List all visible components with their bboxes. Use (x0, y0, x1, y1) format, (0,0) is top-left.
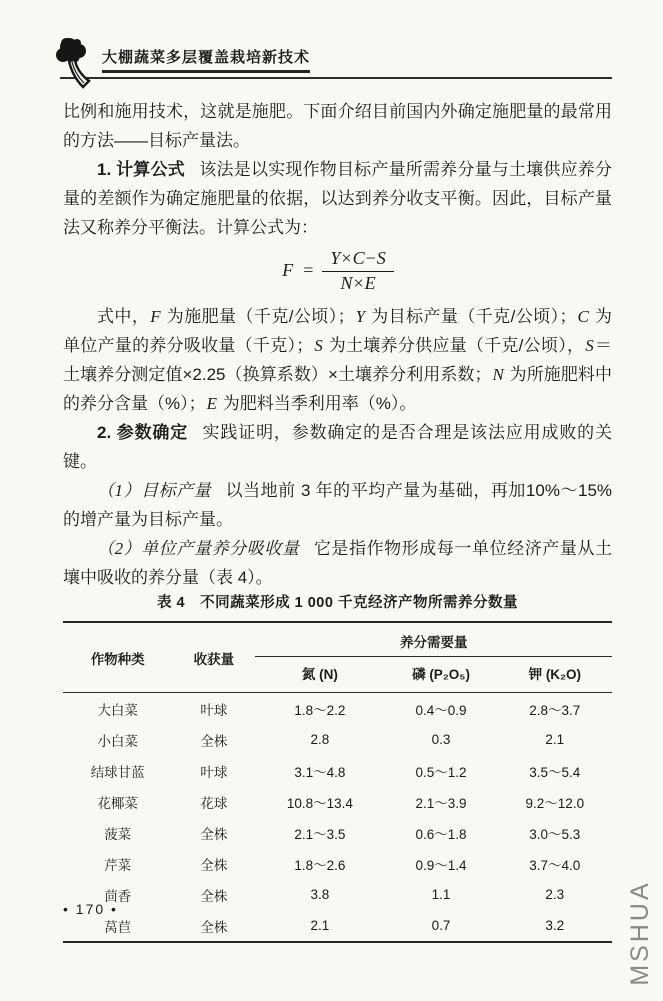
value-cell: 2.3 (545, 887, 565, 902)
value-cell: 叶球 (200, 764, 228, 780)
column-group-nutrients: 养分需要量 (255, 622, 612, 657)
table-row (63, 755, 612, 786)
value-cell: 1.1 (431, 887, 451, 902)
item-1-text: 以当地前 3 年的平均产量为基础，再加10%～15%的增产量为目标产量。 (63, 480, 613, 529)
table-body (63, 693, 612, 943)
item-1-heading: （1）目标产量 (97, 480, 212, 500)
value-cell: 0.5～1.2 (415, 764, 467, 780)
value-cell: 10.8～13.4 (286, 795, 353, 811)
book-title: 大棚蔬菜多层覆盖栽培新技术 (102, 46, 310, 73)
column-header-harvest: 收获量 (172, 622, 255, 693)
crop-name-cell: 芹菜 (104, 857, 132, 873)
page-number: • 170 • (63, 901, 118, 917)
value-cell: 2.1～3.9 (415, 795, 467, 811)
crop-name-cell: 茴香 (104, 888, 132, 904)
crop-name-cell: 大白菜 (97, 702, 138, 718)
formula-lhs: F (282, 260, 294, 281)
paragraph-intro: 比例和施用技术，这就是施肥。下面介绍目前国内外确定施肥量的最常用的方法——目标产量法。 (63, 102, 612, 150)
value-cell: 2.1 (310, 918, 330, 933)
table-row (63, 724, 612, 755)
value-cell: 0.4～0.9 (415, 702, 467, 718)
vegetable-logo-icon (56, 36, 96, 94)
formula-numerator: Y×C−S (322, 249, 393, 272)
value-cell: 3.2 (545, 918, 565, 933)
nutrient-table (63, 621, 612, 943)
formula-fraction (322, 249, 393, 294)
section-1-text: 该法是以实现作物目标产量所需养分量与土壤供应养分量的差额作为确定施肥量的依据，以达到养分收支平衡。因此，目标产量法又称养分平衡法。计算公式为： (63, 160, 613, 237)
value-cell: 3.5～5.4 (529, 764, 581, 780)
value-cell: 9.2～12.0 (525, 795, 585, 811)
table-row (63, 848, 612, 879)
value-cell: 2.1 (545, 732, 565, 747)
item-2-text: 它是指作物形成每一单位经济产量从土壤中吸收的养分量（表 4）。 (63, 538, 613, 587)
table-row (63, 786, 612, 817)
table-title: 表 4 不同蔬菜形成 1 000 千克经济产物所需养分数量 (157, 595, 518, 611)
table-row (63, 693, 612, 725)
column-header-potassium: 钾 (K₂O) (498, 657, 612, 693)
value-cell: 3.1～4.8 (294, 764, 346, 780)
value-cell: 1.8～2.6 (294, 857, 346, 873)
section-1-heading: 1. 计算公式 (97, 160, 185, 179)
watermark: MSHUA (626, 880, 654, 986)
crop-name-cell: 花椰菜 (97, 795, 138, 811)
value-cell: 全株 (200, 733, 228, 749)
nutrient-table-section (63, 591, 612, 943)
value-cell: 全株 (200, 857, 228, 873)
table-header (63, 622, 612, 693)
value-cell: 2.1～3.5 (294, 826, 346, 842)
section-1 (63, 155, 612, 242)
value-cell: 3.7～4.0 (529, 857, 581, 873)
value-cell: 花球 (200, 795, 228, 811)
formula-denominator: N×E (340, 272, 376, 293)
section-2-heading: 2. 参数确定 (97, 422, 189, 442)
item-2 (63, 534, 612, 592)
formula-equals: = (303, 260, 314, 281)
value-cell: 叶球 (200, 702, 228, 718)
value-cell: 全株 (200, 919, 228, 935)
paragraph-variables: 式中，F 为施肥量（千克/公顷）；Y 为目标产量（千克/公顷）；C 为单位产量的养分吸收量（千克）；S 为土壤养分供应量（千克/公顷），S＝土壤养分测定值×2.25（换算系数）×土壤养分利用系数；N 为所施肥料中的养分含量（%）；E 为肥料当季利用率（%）。 (63, 306, 613, 413)
formula (63, 249, 612, 294)
section-2 (63, 418, 612, 476)
value-cell: 全株 (200, 826, 228, 842)
value-cell: 全株 (200, 888, 228, 904)
crop-name-cell: 小白菜 (97, 733, 138, 749)
crop-name-cell: 菠菜 (104, 826, 132, 842)
value-cell: 0.6～1.8 (415, 826, 467, 842)
table-row (63, 879, 612, 910)
value-cell: 0.9～1.4 (415, 857, 467, 873)
running-head (60, 46, 612, 79)
value-cell: 0.3 (431, 732, 451, 747)
table-row (63, 910, 612, 942)
value-cell: 3.8 (310, 887, 330, 902)
value-cell: 1.8～2.2 (294, 702, 346, 718)
page-body (63, 97, 612, 592)
section-2-text: 实践证明，参数确定的是否合理是该法应用成败的关键。 (63, 422, 613, 471)
table-row (63, 817, 612, 848)
column-header-nitrogen: 氮 (N) (255, 657, 384, 693)
value-cell: 3.0～5.3 (529, 826, 581, 842)
column-header-phosphorus: 磷 (P₂O₅) (384, 657, 497, 693)
crop-name-cell: 莴苣 (104, 919, 132, 935)
value-cell: 0.7 (431, 918, 451, 933)
crop-name-cell: 结球甘蓝 (90, 764, 145, 780)
item-1 (63, 476, 612, 534)
column-header-crop: 作物种类 (63, 622, 172, 693)
value-cell: 2.8～3.7 (529, 702, 581, 718)
value-cell: 2.8 (310, 732, 330, 747)
item-2-heading: （2）单位产量养分吸收量 (97, 538, 300, 558)
